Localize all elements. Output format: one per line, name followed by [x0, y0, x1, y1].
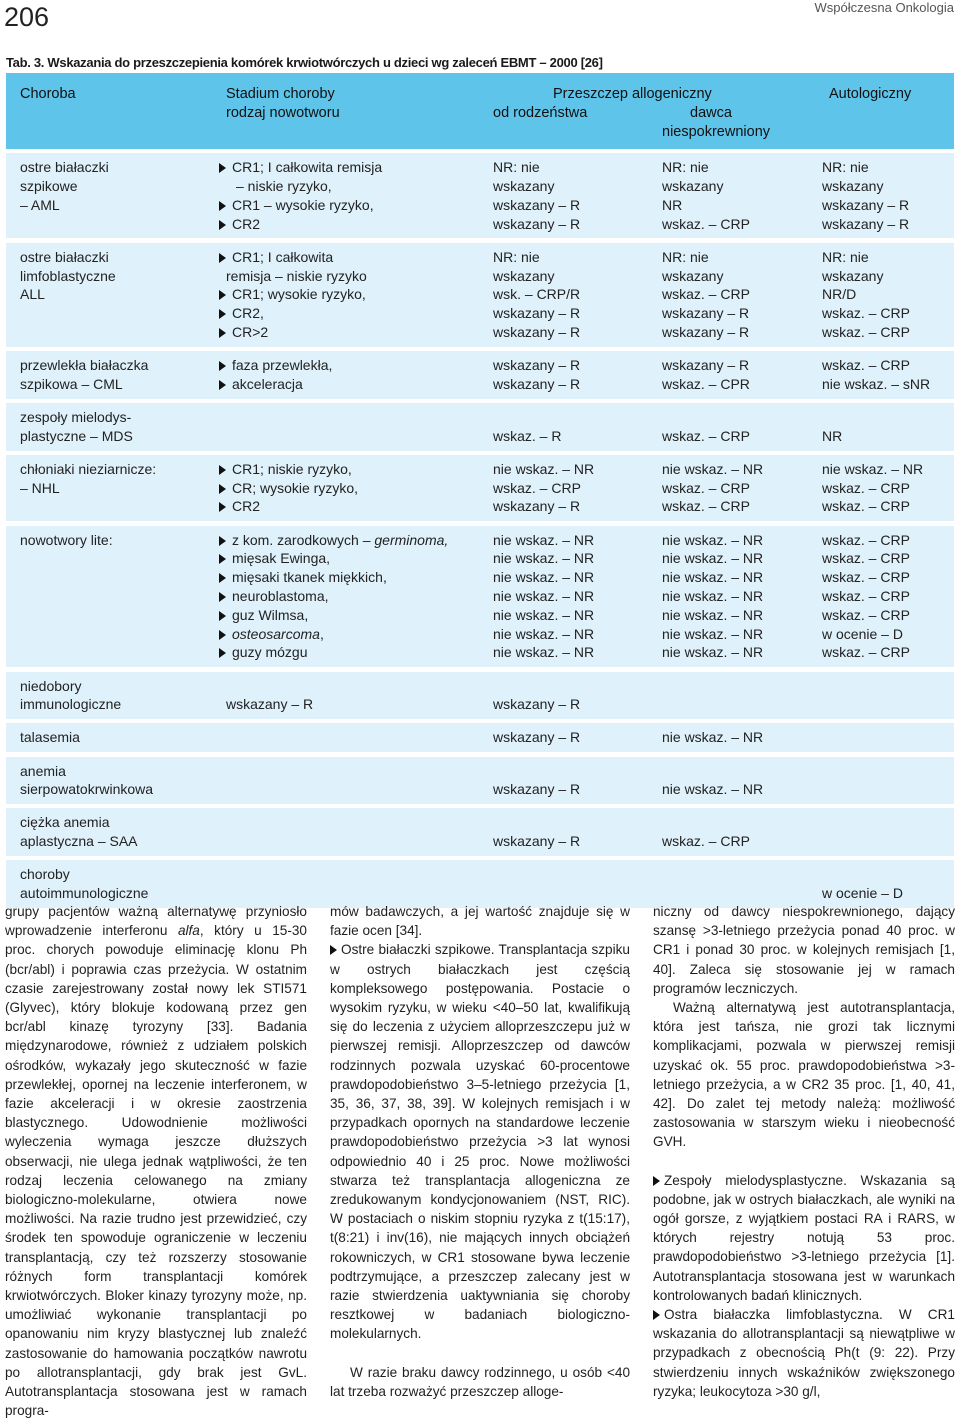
disease-name: szpikowa – CML [20, 375, 123, 392]
stage-cell: mięsak Ewinga, [219, 549, 330, 568]
unrelated-donor-cell: nie wskaz. – NR [662, 531, 764, 548]
unrelated-donor-cell: wskaz. – CRP [662, 479, 750, 496]
stage-cell: neuroblastoma, [219, 587, 329, 606]
table-row [6, 455, 954, 521]
table-row [6, 403, 954, 451]
table-row [6, 351, 954, 399]
autologous-cell: wskaz. – CRP [822, 531, 910, 548]
header-disease: Choroba [20, 86, 76, 102]
unrelated-donor-cell: nie wskaz. – NR [662, 587, 764, 604]
stage-cell: z kom. zarodkowych – germinoma, [219, 531, 448, 550]
autologous-cell: wskaz. – CRP [822, 587, 910, 604]
unrelated-donor-cell: wskazany – R [662, 357, 750, 374]
sibling-donor-cell: NR: nie [493, 248, 540, 265]
disease-name: choroby [20, 866, 70, 883]
unrelated-donor-cell: wskaz. – CRP [662, 286, 750, 303]
bullet-icon [219, 648, 226, 658]
bullet-icon [219, 253, 226, 263]
sibling-donor-cell: wskazany – R [493, 729, 581, 746]
sibling-donor-cell: nie wskaz. – NR [493, 587, 595, 604]
bullet-icon [330, 945, 337, 955]
bullet-icon [219, 328, 226, 338]
bullet-icon [219, 201, 226, 211]
stage-cell: guz Wilmsa, [219, 606, 308, 625]
stage-cell: CR1; wysokie ryzyko, [219, 285, 366, 304]
table-row [6, 153, 954, 238]
unrelated-donor-cell: nie wskaz. – NR [662, 625, 764, 642]
bullet-icon [219, 220, 226, 230]
bullet-icon [219, 380, 226, 390]
table-row [6, 526, 954, 668]
disease-name: ALL [20, 286, 45, 303]
stage-cell: CR2 [219, 497, 260, 516]
bullet-icon [653, 1176, 660, 1186]
sibling-donor-cell: nie wskaz. – NR [493, 569, 595, 586]
unrelated-donor-cell: nie wskaz. – NR [662, 644, 764, 661]
disease-name: szpikowe [20, 178, 78, 195]
header-stage: Stadium choroby [226, 86, 335, 102]
autologous-cell: wskazany – R [822, 196, 910, 213]
disease-name: plastyczne – MDS [20, 427, 133, 444]
autologous-cell: wskaz. – CRP [822, 323, 910, 340]
disease-name: ostre białaczki [20, 248, 109, 265]
sibling-donor-cell: nie wskaz. – NR [493, 606, 595, 623]
bullet-icon [219, 573, 226, 583]
sibling-donor-cell: wskaz. – R [493, 427, 562, 444]
disease-name: zespoły mielodys- [20, 409, 132, 425]
autologous-cell: wskaz. – CRP [822, 606, 910, 623]
sibling-donor-cell: nie wskaz. – NR [493, 531, 595, 548]
bullet-icon [219, 630, 226, 640]
sibling-donor-cell: wskazany – R [493, 196, 581, 213]
sibling-donor-cell: wskazany – R [493, 498, 581, 515]
unrelated-donor-cell: NR: nie [662, 248, 709, 265]
sibling-donor-cell: wskazany – R [493, 305, 581, 322]
autologous-cell: w ocenie – D [822, 885, 903, 902]
table-row [6, 243, 954, 347]
autologous-cell: wskaz. – CRP [822, 305, 910, 322]
stage-cell: remisja – niskie ryzyko [226, 267, 367, 284]
sibling-donor-cell: wskaz. – CRP [493, 479, 581, 496]
indications-table [6, 73, 954, 902]
stage-cell: akceleracja [219, 375, 303, 394]
disease-name: immunologiczne [20, 696, 122, 713]
disease-name: ciężka anemia [20, 814, 110, 831]
unrelated-donor-cell: nie wskaz. – NR [662, 460, 764, 477]
unrelated-donor-cell: wskazany [662, 267, 724, 284]
autologous-cell: wskaz. – CRP [822, 644, 910, 661]
bullet-icon [219, 554, 226, 564]
bullet-icon [219, 502, 226, 512]
stage-cell: faza przewlekła, [219, 356, 332, 375]
header-autologous: Autologiczny [829, 86, 912, 102]
table-row [6, 672, 954, 720]
text-column-1 [5, 902, 307, 1420]
sibling-donor-cell: wskazany [493, 178, 555, 195]
page-header [0, 0, 960, 40]
sibling-donor-cell: wskazany – R [493, 833, 581, 850]
stage-cell: CR1; I całkowita remisja [219, 158, 382, 177]
unrelated-donor-cell: wskazany – R [662, 305, 750, 322]
sibling-donor-cell: wskazany – R [493, 375, 581, 392]
sibling-donor-cell: nie wskaz. – NR [493, 550, 595, 567]
disease-name: anemia [20, 762, 66, 779]
autologous-cell: nie wskaz. – sNR [822, 375, 931, 392]
header-allogeneic: Przeszczep allogeniczny [553, 86, 712, 102]
paragraph: niczny od dawcy niespokrewnionego, dający szansę >3-letniego przeżycia ponad 40 proc. w CR1 i ponad 30 proc. w kolejnych remisjach [1, 40]. Zaleca się stosowanie jej w ramach programów leczniczych. [653, 904, 955, 996]
unrelated-donor-cell: wskaz. – CRP [662, 498, 750, 515]
sibling-donor-cell: wskazany – R [493, 323, 581, 340]
autologous-cell: NR: nie [822, 159, 869, 176]
paragraph: grupy pacjentów ważną alternatywę przyniosło wprowadzenie interferonu alfa, który u 15-30 proc. chorych powoduje eliminację klonu Ph (bcr/abl) i poprawia czas przeżycia. W ostatnim czasie zarejestrowany został nowy lek STI571 (Glyvec), który blokuje kodowaną przez gen bcr/abl kinazę tyrozyny [33]. Badania międzynarodowe, również z udziałem polskich ośrodków, wykazały jego skuteczność w fazie przewlekłej, opornej na leczenie interferonem, w fazie akceleracji i w okresie zaostrzenia blastycznego. Udowodnienie możliwości wyleczenia wymaga jeszcze dłuższych obserwacji, nie ulega jednak wątpliwości, że ten rodzaj leczenia celowanego na zmiany biologiczno-molekularne, otwiera nowe możliwości. Na razie trudno jest przewidzieć, czy środek ten spowoduje ograniczenie w leczeniu transplantacją, czy też rozszerzy stosowanie różnych form transplantacji komórek krwiotwórczych. Bloker kinazy tyrozyny może, np. umożliwiać wykonanie transplantacji po opanowaniu nim kryzy blastycznej lub znaleźć zastosowanie do hamowania początków nawrotu po allotransplantacji, gdy brak jest GvL. Autotransplantacja stosowana jest w ramach progra- [5, 904, 307, 1419]
bullet-icon [219, 163, 226, 173]
bullet-icon [219, 611, 226, 621]
sibling-donor-cell: wskazany [493, 267, 555, 284]
sibling-donor-cell: nie wskaz. – NR [493, 644, 595, 661]
bullet-icon [219, 592, 226, 602]
disease-name: limfoblastyczne [20, 267, 116, 284]
autologous-cell: wskaz. – CRP [822, 498, 910, 515]
unrelated-donor-cell: wskaz. – CRP [662, 833, 750, 850]
table-caption: Tab. 3. Wskazania do przeszczepienia komórek krwiotwórczych u dzieci wg zaleceń EBMT – 2000 [26] [6, 55, 603, 70]
unrelated-donor-cell: nie wskaz. – NR [662, 781, 764, 798]
bullet-icon [219, 484, 226, 494]
autologous-cell: nie wskaz. – NR [822, 460, 924, 477]
disease-name: autoimmunologiczne [20, 885, 149, 902]
sibling-donor-cell: nie wskaz. – NR [493, 460, 595, 477]
header-sibling: od rodzeństwa [493, 105, 588, 121]
unrelated-donor-cell: nie wskaz. – NR [662, 550, 764, 567]
paragraph: mów badawczych, a jej wartość znajduje się w fazie ocen [34]. [330, 904, 630, 939]
paragraph: Zespoły mielodysplastyczne. Wskazania są podobne, jak w ostrych białaczkach, ale wyniki na ogół gorsze, z wyjątkiem postaci RA i RARS, w których rejestry notują 53 proc. prawdopodobieństwo >3-letniego przeżycia [1]. Autotransplantacja stosowana jest w warunkach kontrolowanych badań klinicznych. [653, 1172, 955, 1303]
autologous-cell: w ocenie – D [822, 625, 903, 642]
unrelated-donor-cell: wskaz. – CRP [662, 427, 750, 444]
table-row [6, 808, 954, 856]
unrelated-donor-cell: wskazany – R [662, 323, 750, 340]
text-column-2 [330, 902, 630, 1401]
bullet-icon [219, 536, 226, 546]
disease-name: – AML [20, 196, 60, 213]
unrelated-donor-cell: NR: nie [662, 159, 709, 176]
disease-name: nowotwory lite: [20, 531, 113, 548]
autologous-cell: wskaz. – CRP [822, 479, 910, 496]
sibling-donor-cell: wskazany – R [493, 696, 581, 713]
unrelated-donor-cell: wskaz. – CRP [662, 215, 750, 232]
stage-cell: guzy mózgu [219, 643, 307, 662]
stage-cell: – niskie ryzyko, [236, 178, 332, 195]
stage-cell: CR2 [219, 215, 260, 234]
disease-name: talasemia [20, 729, 80, 746]
text-column-3 [653, 902, 955, 1401]
unrelated-donor-cell: wskaz. – CPR [662, 375, 750, 392]
stage-cell: mięsaki tkanek miękkich, [219, 568, 387, 587]
header-unrelated: niespokrewniony [662, 124, 771, 140]
header-tumor-type: rodzaj nowotworu [226, 105, 340, 121]
table-header [6, 73, 954, 149]
sibling-donor-cell: wskazany – R [493, 215, 581, 232]
disease-name: aplastyczna – SAA [20, 833, 138, 850]
stage-cell: CR2, [219, 304, 264, 323]
autologous-cell: wskazany [822, 267, 884, 284]
sibling-donor-cell: nie wskaz. – NR [493, 625, 595, 642]
autologous-cell: NR: nie [822, 248, 869, 265]
bullet-icon [219, 309, 226, 319]
header-donor: dawca [690, 105, 732, 121]
autologous-cell: wskaz. – CRP [822, 357, 910, 374]
stage-cell: osteosarcoma, [219, 625, 324, 644]
autologous-cell: wskazany [822, 178, 884, 195]
stage-cell: wskazany – R [226, 696, 314, 713]
bullet-icon [653, 1310, 660, 1320]
table-row [6, 723, 954, 752]
sibling-donor-cell: wsk. – CRP/R [493, 286, 581, 303]
unrelated-donor-cell: nie wskaz. – NR [662, 729, 764, 746]
unrelated-donor-cell: nie wskaz. – NR [662, 569, 764, 586]
bullet-icon [219, 361, 226, 371]
stage-cell: CR1; I całkowita [219, 248, 333, 267]
page-number: 206 [4, 2, 50, 32]
sibling-donor-cell: NR: nie [493, 159, 540, 176]
bullet-icon [219, 290, 226, 300]
disease-name: niedobory [20, 677, 82, 694]
stage-cell: CR; wysokie ryzyko, [219, 479, 358, 498]
table-row [6, 860, 954, 908]
bullet-icon [219, 465, 226, 475]
autologous-cell: NR [822, 427, 843, 444]
paragraph: W razie braku dawcy rodzinnego, u osób <40 lat trzeba rozważyć przeszczep alloge- [330, 1364, 630, 1399]
table-row [6, 757, 954, 805]
paragraph: Ostre białaczki szpikowe. Transplantacja szpiku w ostrych białaczkach jest częścią kompleksowego postępowania. Postacie o wysokim ryzyku, w wieku <40–50 lat, kwalifikują się do leczenia z użyciem alloprzeszczepu już w pierwszej remisji. Alloprzeszczep od dawców rodzinnych pozwala uzyskać 60-procentowe prawdopodobieństwo 3–5-letniego przeżycia [1, 35, 36, 37, 38, 39]. W kolejnych remisjach i w przypadkach opornych na standardowe leczenie prawdopodobieństwo przeżycia >3 lat wynosi odpowiednio 40 i 25 proc. Nowe możliwości stwarza też transplantacja allogeniczna ze zredukowanym kondycjonowaniem (NST, RIC). W postaciach o niskim stopniu ryzyka z t(15:17), t(8:21) i inv(16), nie mających innych obciążeń rokowniczych, w CR1 stosowane bywa leczenie podtrzymujące, a przeszczep zalecany jest w razie stwierdzenia uaktywniania się choroby resztkowej w badaniach biologiczno-molekularnych. [330, 942, 630, 1342]
autologous-cell: wskaz. – CRP [822, 550, 910, 567]
autologous-cell: wskazany – R [822, 215, 910, 232]
unrelated-donor-cell: nie wskaz. – NR [662, 606, 764, 623]
unrelated-donor-cell: NR [662, 196, 683, 213]
unrelated-donor-cell: wskazany [662, 178, 724, 195]
paragraph: Ważną alternatywą jest autotransplantacja, która jest tańsza, nie grozi tak licznymi komplikacjami, pozwala w pierwszej remisji uzyskać ok. 55 proc. prawdopodobieństwa >3-letniego przeżycia, a w CR2 35 proc. [1, 40, 41, 42]. Do zalet tej metody należą: możliwość zastosowania w starszym wieku i nieobecność GVH. [653, 1000, 955, 1150]
sibling-donor-cell: wskazany – R [493, 781, 581, 798]
disease-name: przewlekła białaczka [20, 357, 149, 374]
journal-title: Współczesna Onkologia [814, 0, 954, 15]
disease-name: ostre białaczki [20, 159, 109, 176]
autologous-cell: NR/D [822, 286, 857, 303]
sibling-donor-cell: wskazany – R [493, 357, 581, 374]
disease-name: chłoniaki nieziarnicze: [20, 460, 157, 477]
disease-name: sierpowatokrwinkowa [20, 781, 154, 798]
stage-cell: CR1; niskie ryzyko, [219, 460, 352, 479]
autologous-cell: wskaz. – CRP [822, 569, 910, 586]
stage-cell: CR1 – wysokie ryzyko, [219, 196, 374, 215]
disease-name: – NHL [20, 479, 60, 496]
stage-cell: CR>2 [219, 323, 268, 342]
paragraph: Ostra białaczka limfoblastyczna. W CR1 wskazania do allotransplantacji są niewątpliwe w przypadkach z obecnością Ph(t (9: 22). Przy stwierdzeniu innych wskaźników zwiększonego ryzyka; leukocytoza >30 g/l, [653, 1307, 955, 1399]
